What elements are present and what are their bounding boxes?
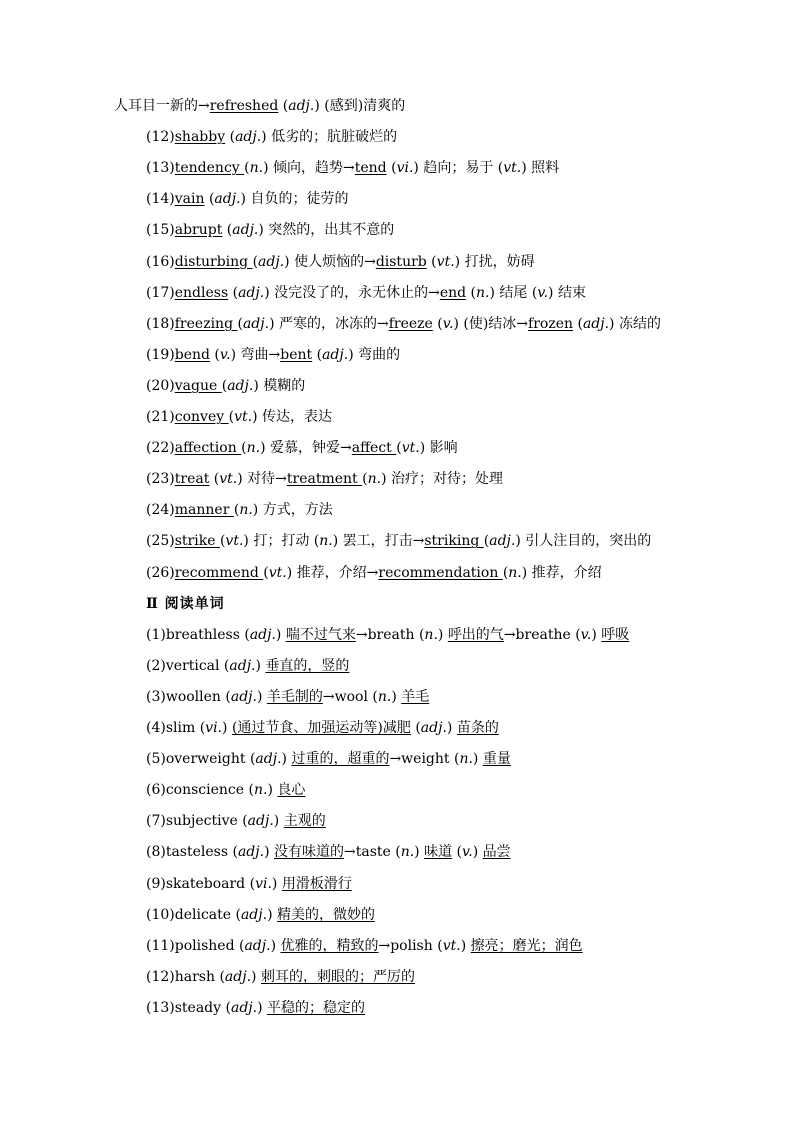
part-of-speech: adj. — [322, 346, 349, 363]
underlined-term: 呼吸 — [601, 626, 630, 643]
underlined-term: vain — [174, 191, 205, 208]
vocab-line — [146, 158, 559, 178]
line-text: (16) — [146, 253, 175, 270]
vocab-line — [146, 718, 499, 738]
underlined-term: 喘不过气来 — [285, 626, 356, 643]
line-text: (19) — [146, 346, 175, 363]
vocab-line — [146, 220, 394, 240]
part-of-speech: v. — [537, 284, 549, 301]
line-text: ( — [225, 129, 236, 146]
underlined-term: affection — [174, 440, 242, 457]
underlined-term: refreshed — [209, 98, 279, 114]
line-text: →breath ( — [355, 626, 425, 643]
underlined-term: 味道 — [424, 844, 453, 861]
vocab-line — [146, 874, 352, 894]
line-text: ( — [221, 377, 228, 394]
underlined-term: strike — [174, 533, 220, 550]
line-text: (9)skateboard ( — [146, 875, 256, 892]
line-text: ( — [263, 564, 269, 581]
underlined-term: 精美的，微妙的 — [276, 906, 375, 923]
part-of-speech: vt. — [268, 564, 287, 581]
vocab-line — [146, 563, 602, 583]
line-text: ) — [472, 844, 483, 861]
part-of-speech: n. — [239, 502, 253, 519]
line-text: (18) — [146, 315, 175, 332]
vocab-line — [146, 749, 511, 769]
vocab-line — [146, 189, 348, 209]
line-text: ) 推荐，介绍→ — [286, 564, 379, 581]
part-of-speech: n. — [424, 626, 438, 643]
vocab-line — [146, 998, 365, 1018]
line-text: ( — [209, 471, 220, 488]
underlined-term: disturb — [375, 253, 427, 270]
line-text: ( — [573, 315, 583, 332]
part-of-speech: vt. — [225, 533, 244, 550]
line-text: ) — [472, 751, 483, 768]
line-text: ( — [386, 160, 397, 177]
line-text: ) 自负的；徒劳的 — [240, 191, 349, 208]
part-of-speech: adj. — [247, 813, 274, 830]
part-of-speech: adj. — [249, 626, 276, 643]
vocab-line — [146, 500, 333, 520]
line-text: ) — [446, 720, 457, 736]
line-text: ) 结尾 ( — [489, 284, 538, 301]
line-text: ) 低劣的；肮脏破烂的 — [261, 129, 398, 146]
vocab-line — [146, 936, 583, 956]
part-of-speech: n. — [249, 160, 264, 177]
part-of-speech: n. — [476, 284, 490, 301]
line-text: (23) — [146, 471, 175, 488]
part-of-speech: adj. — [582, 315, 610, 332]
line-text: ) 弯曲→ — [230, 346, 281, 363]
line-text: ) — [222, 720, 232, 736]
underlined-term: tend — [354, 160, 387, 177]
underlined-term: 主观的 — [283, 813, 326, 830]
line-text: ) — [460, 937, 471, 954]
line-text: ) — [267, 906, 277, 923]
underlined-term: 良心 — [277, 782, 306, 799]
line-text: ) — [281, 751, 292, 768]
line-text: ( — [362, 471, 368, 488]
line-text: ) — [267, 782, 278, 799]
line-text: ( — [502, 564, 509, 581]
line-text: (10)delicate ( — [146, 906, 241, 923]
line-text: (8)tasteless ( — [146, 844, 238, 861]
underlined-term: end — [439, 284, 467, 301]
line-text: ( — [222, 222, 233, 239]
part-of-speech: v. — [219, 346, 231, 363]
line-text: ) 对待→ — [237, 471, 287, 488]
vocab-line — [114, 96, 405, 116]
underlined-term: recommend — [174, 564, 264, 581]
line-text: (4)slim ( — [146, 720, 206, 736]
line-text: ) — [591, 626, 602, 643]
vocab-line — [146, 531, 651, 551]
line-text: ( — [483, 533, 490, 550]
vocab-line — [146, 438, 458, 458]
line-text: (25) — [146, 533, 175, 550]
line-text: ) 突然的，出其不意的 — [258, 222, 395, 239]
line-text: ) 冻结的 — [609, 315, 661, 332]
part-of-speech: v. — [462, 844, 473, 861]
line-text: ) 没完没了的，永无休止的→ — [264, 284, 440, 301]
line-text: ) 引人注目的，突出的 — [515, 533, 652, 550]
line-text: ( — [278, 98, 289, 114]
vocab-line — [146, 811, 326, 831]
line-text: ( — [219, 533, 226, 550]
vocab-line — [146, 376, 305, 396]
underlined-term: convey — [174, 409, 229, 425]
part-of-speech: adj. — [489, 533, 516, 550]
part-of-speech: vi. — [255, 875, 272, 892]
line-text: ) — [414, 844, 425, 861]
line-text: ) — [437, 626, 448, 643]
part-of-speech: adj. — [230, 688, 257, 705]
underlined-term: 刺耳的，刺眼的；严厉的 — [260, 968, 415, 985]
part-of-speech: n. — [377, 688, 392, 705]
line-text: →wool ( — [322, 688, 378, 705]
underlined-term: 用滑板滑行 — [281, 875, 352, 892]
underlined-term: 品尝 — [482, 844, 511, 861]
vocab-line — [146, 345, 400, 365]
line-text: ( — [209, 346, 220, 363]
line-text: →polish ( — [378, 937, 443, 954]
underlined-term: striking — [424, 533, 484, 550]
part-of-speech: n. — [253, 782, 268, 799]
part-of-speech: adj. — [240, 906, 268, 923]
line-text: Ⅱ 阅读单词 — [146, 595, 225, 612]
part-of-speech: adj. — [255, 751, 282, 768]
line-text: ( — [452, 844, 463, 861]
line-text: ) — [275, 626, 286, 643]
underlined-term: 重量 — [482, 751, 511, 768]
line-text: (12) — [146, 129, 175, 146]
part-of-speech: adj. — [238, 284, 265, 301]
part-of-speech: n. — [319, 533, 333, 550]
line-text: ) 治疗；对待；处理 — [381, 471, 503, 488]
underlined-term: freezing — [174, 315, 238, 332]
underlined-term: 平稳的；稳定的 — [267, 999, 365, 1016]
line-text: ) — [270, 937, 281, 954]
vocab-line — [146, 780, 305, 800]
part-of-speech: v. — [580, 626, 592, 643]
part-of-speech: vt. — [436, 253, 455, 270]
line-text: ) 传达，表达 — [252, 409, 332, 425]
line-text: (1)breathless ( — [146, 626, 250, 643]
part-of-speech: adj. — [235, 129, 262, 146]
part-of-speech: adj. — [232, 222, 259, 239]
line-text: ) — [264, 844, 274, 861]
underlined-term: bent — [280, 346, 313, 363]
part-of-speech: n. — [459, 751, 473, 768]
part-of-speech: vi. — [205, 720, 223, 736]
line-text: ( — [233, 502, 240, 519]
underlined-term: tendency — [174, 160, 245, 177]
underlined-term: 垂直的，竖的 — [265, 657, 350, 674]
underlined-term: manner — [174, 502, 234, 519]
underlined-term: (通过节食、加强运动等)减肥 — [231, 720, 411, 736]
line-text: ) 影响 — [419, 440, 458, 457]
vocab-line — [146, 842, 511, 862]
line-text: ( — [466, 284, 477, 301]
underlined-term: shabby — [174, 129, 226, 146]
underlined-term: treatment — [286, 471, 363, 488]
vocab-line — [146, 656, 349, 676]
part-of-speech: vt. — [219, 471, 238, 488]
vocab-line — [146, 252, 535, 272]
line-text: ) — [251, 968, 261, 985]
line-text: ( — [426, 253, 437, 270]
underlined-term: 苗条的 — [456, 720, 499, 736]
line-text: →taste ( — [343, 844, 401, 861]
line-text: ) 模糊的 — [253, 377, 306, 394]
underlined-term: 擦亮；磨光；润色 — [470, 937, 583, 954]
part-of-speech: vi. — [396, 160, 414, 177]
line-text: (6)conscience ( — [146, 782, 254, 799]
line-text: ) (使)结冰→ — [453, 315, 529, 332]
line-text: ) 倾向，趋势→ — [263, 160, 355, 177]
line-text: ) 推荐，介绍 — [521, 564, 602, 581]
line-text: (21) — [146, 409, 175, 425]
line-text: 人耳目一新的→ — [114, 98, 210, 114]
line-text: (11)polished ( — [146, 937, 245, 954]
line-text: ( — [252, 253, 259, 270]
line-text: ) — [271, 875, 282, 892]
part-of-speech: n. — [367, 471, 382, 488]
line-text: (17) — [146, 284, 175, 301]
line-text: (24) — [146, 502, 175, 519]
part-of-speech: vt. — [442, 937, 461, 954]
part-of-speech: vt. — [401, 440, 420, 457]
vocab-line — [146, 687, 429, 707]
line-text: ) 使人烦恼的→ — [284, 253, 376, 270]
line-text: (3)woollen ( — [146, 688, 231, 705]
line-text: ( — [237, 315, 243, 332]
line-text: (2)vertical ( — [146, 657, 230, 674]
line-text: ) 趋向；易于 ( — [413, 160, 504, 177]
part-of-speech: adj. — [420, 720, 447, 736]
part-of-speech: adj. — [237, 844, 265, 861]
part-of-speech: vt. — [503, 160, 522, 177]
line-text: (12)harsh ( — [146, 968, 225, 985]
line-text: ) 严寒的，冰冻的→ — [269, 315, 389, 332]
part-of-speech: adj. — [230, 999, 258, 1016]
line-text: (5)overweight ( — [146, 751, 256, 768]
line-text: ( — [228, 409, 235, 425]
line-text: ) — [273, 813, 284, 830]
vocab-line — [146, 407, 332, 427]
vocab-line — [146, 283, 586, 303]
line-text: (14) — [146, 191, 175, 208]
vocab-line — [146, 967, 415, 987]
part-of-speech: vt. — [234, 409, 253, 425]
underlined-term: treat — [174, 471, 210, 488]
line-text: ) — [256, 688, 267, 705]
part-of-speech: adj. — [227, 377, 254, 394]
part-of-speech: adj. — [288, 98, 315, 114]
line-text: (20) — [146, 377, 175, 394]
line-text: (13)steady ( — [146, 999, 231, 1016]
vocab-line — [146, 625, 629, 645]
line-text: (15) — [146, 222, 175, 239]
line-text: ( — [204, 191, 215, 208]
line-text: (26) — [146, 564, 175, 581]
underlined-term: 呼出的气 — [447, 626, 504, 643]
part-of-speech: v. — [442, 315, 454, 332]
underlined-term: disturbing — [174, 253, 253, 270]
line-text: ) — [255, 657, 266, 674]
part-of-speech: adj. — [214, 191, 241, 208]
line-text: ( — [241, 440, 247, 457]
underlined-term: endless — [174, 284, 229, 301]
line-text: ) 爱慕，钟爱→ — [260, 440, 352, 457]
vocab-line — [146, 469, 503, 489]
line-text: ( — [396, 440, 402, 457]
part-of-speech: adj. — [244, 937, 271, 954]
section-heading — [146, 594, 225, 614]
line-text: ) 打；打动 ( — [243, 533, 320, 550]
part-of-speech: n. — [246, 440, 261, 457]
part-of-speech: adj. — [258, 253, 285, 270]
underlined-term: 羊毛制的 — [266, 688, 323, 705]
part-of-speech: adj. — [229, 657, 256, 674]
underlined-term: 优雅的，精致的 — [280, 937, 379, 954]
line-text: ) 打扰，妨碍 — [454, 253, 535, 270]
underlined-term: bend — [174, 346, 210, 363]
underlined-term: frozen — [528, 315, 574, 332]
underlined-term: recommendation — [378, 564, 503, 581]
line-text: ) 罢工，打击→ — [332, 533, 425, 550]
line-text: ( — [228, 284, 239, 301]
underlined-term: freeze — [388, 315, 433, 332]
underlined-term: affect — [351, 440, 397, 457]
part-of-speech: adj. — [242, 315, 270, 332]
underlined-term: 羊毛 — [401, 688, 430, 705]
part-of-speech: adj. — [224, 968, 252, 985]
vocab-line — [146, 905, 375, 925]
part-of-speech: n. — [508, 564, 522, 581]
line-text: ) — [257, 999, 267, 1016]
line-text: ( — [312, 346, 323, 363]
underlined-term: abrupt — [174, 222, 223, 239]
line-text: ) — [391, 688, 402, 705]
line-text: →breathe ( — [503, 626, 581, 643]
part-of-speech: n. — [400, 844, 415, 861]
vocab-line — [146, 127, 397, 147]
line-text: ( — [410, 720, 421, 736]
vocab-line — [146, 314, 661, 334]
line-text: ) (感到)清爽的 — [314, 98, 406, 114]
line-text: (22) — [146, 440, 175, 457]
line-text: (7)subjective ( — [146, 813, 248, 830]
line-text: ) 照料 — [521, 160, 560, 177]
line-text: ) 结束 — [548, 284, 586, 301]
underlined-term: 没有味道的 — [273, 844, 344, 861]
underlined-term: 过重的，超重的 — [291, 751, 390, 768]
line-text: (13) — [146, 160, 175, 177]
underlined-term: vague — [174, 377, 222, 394]
line-text: ( — [432, 315, 443, 332]
line-text: ) 方式，方法 — [252, 502, 333, 519]
line-text: ) 弯曲的 — [348, 346, 401, 363]
line-text: ( — [244, 160, 250, 177]
line-text: →weight ( — [389, 751, 460, 768]
